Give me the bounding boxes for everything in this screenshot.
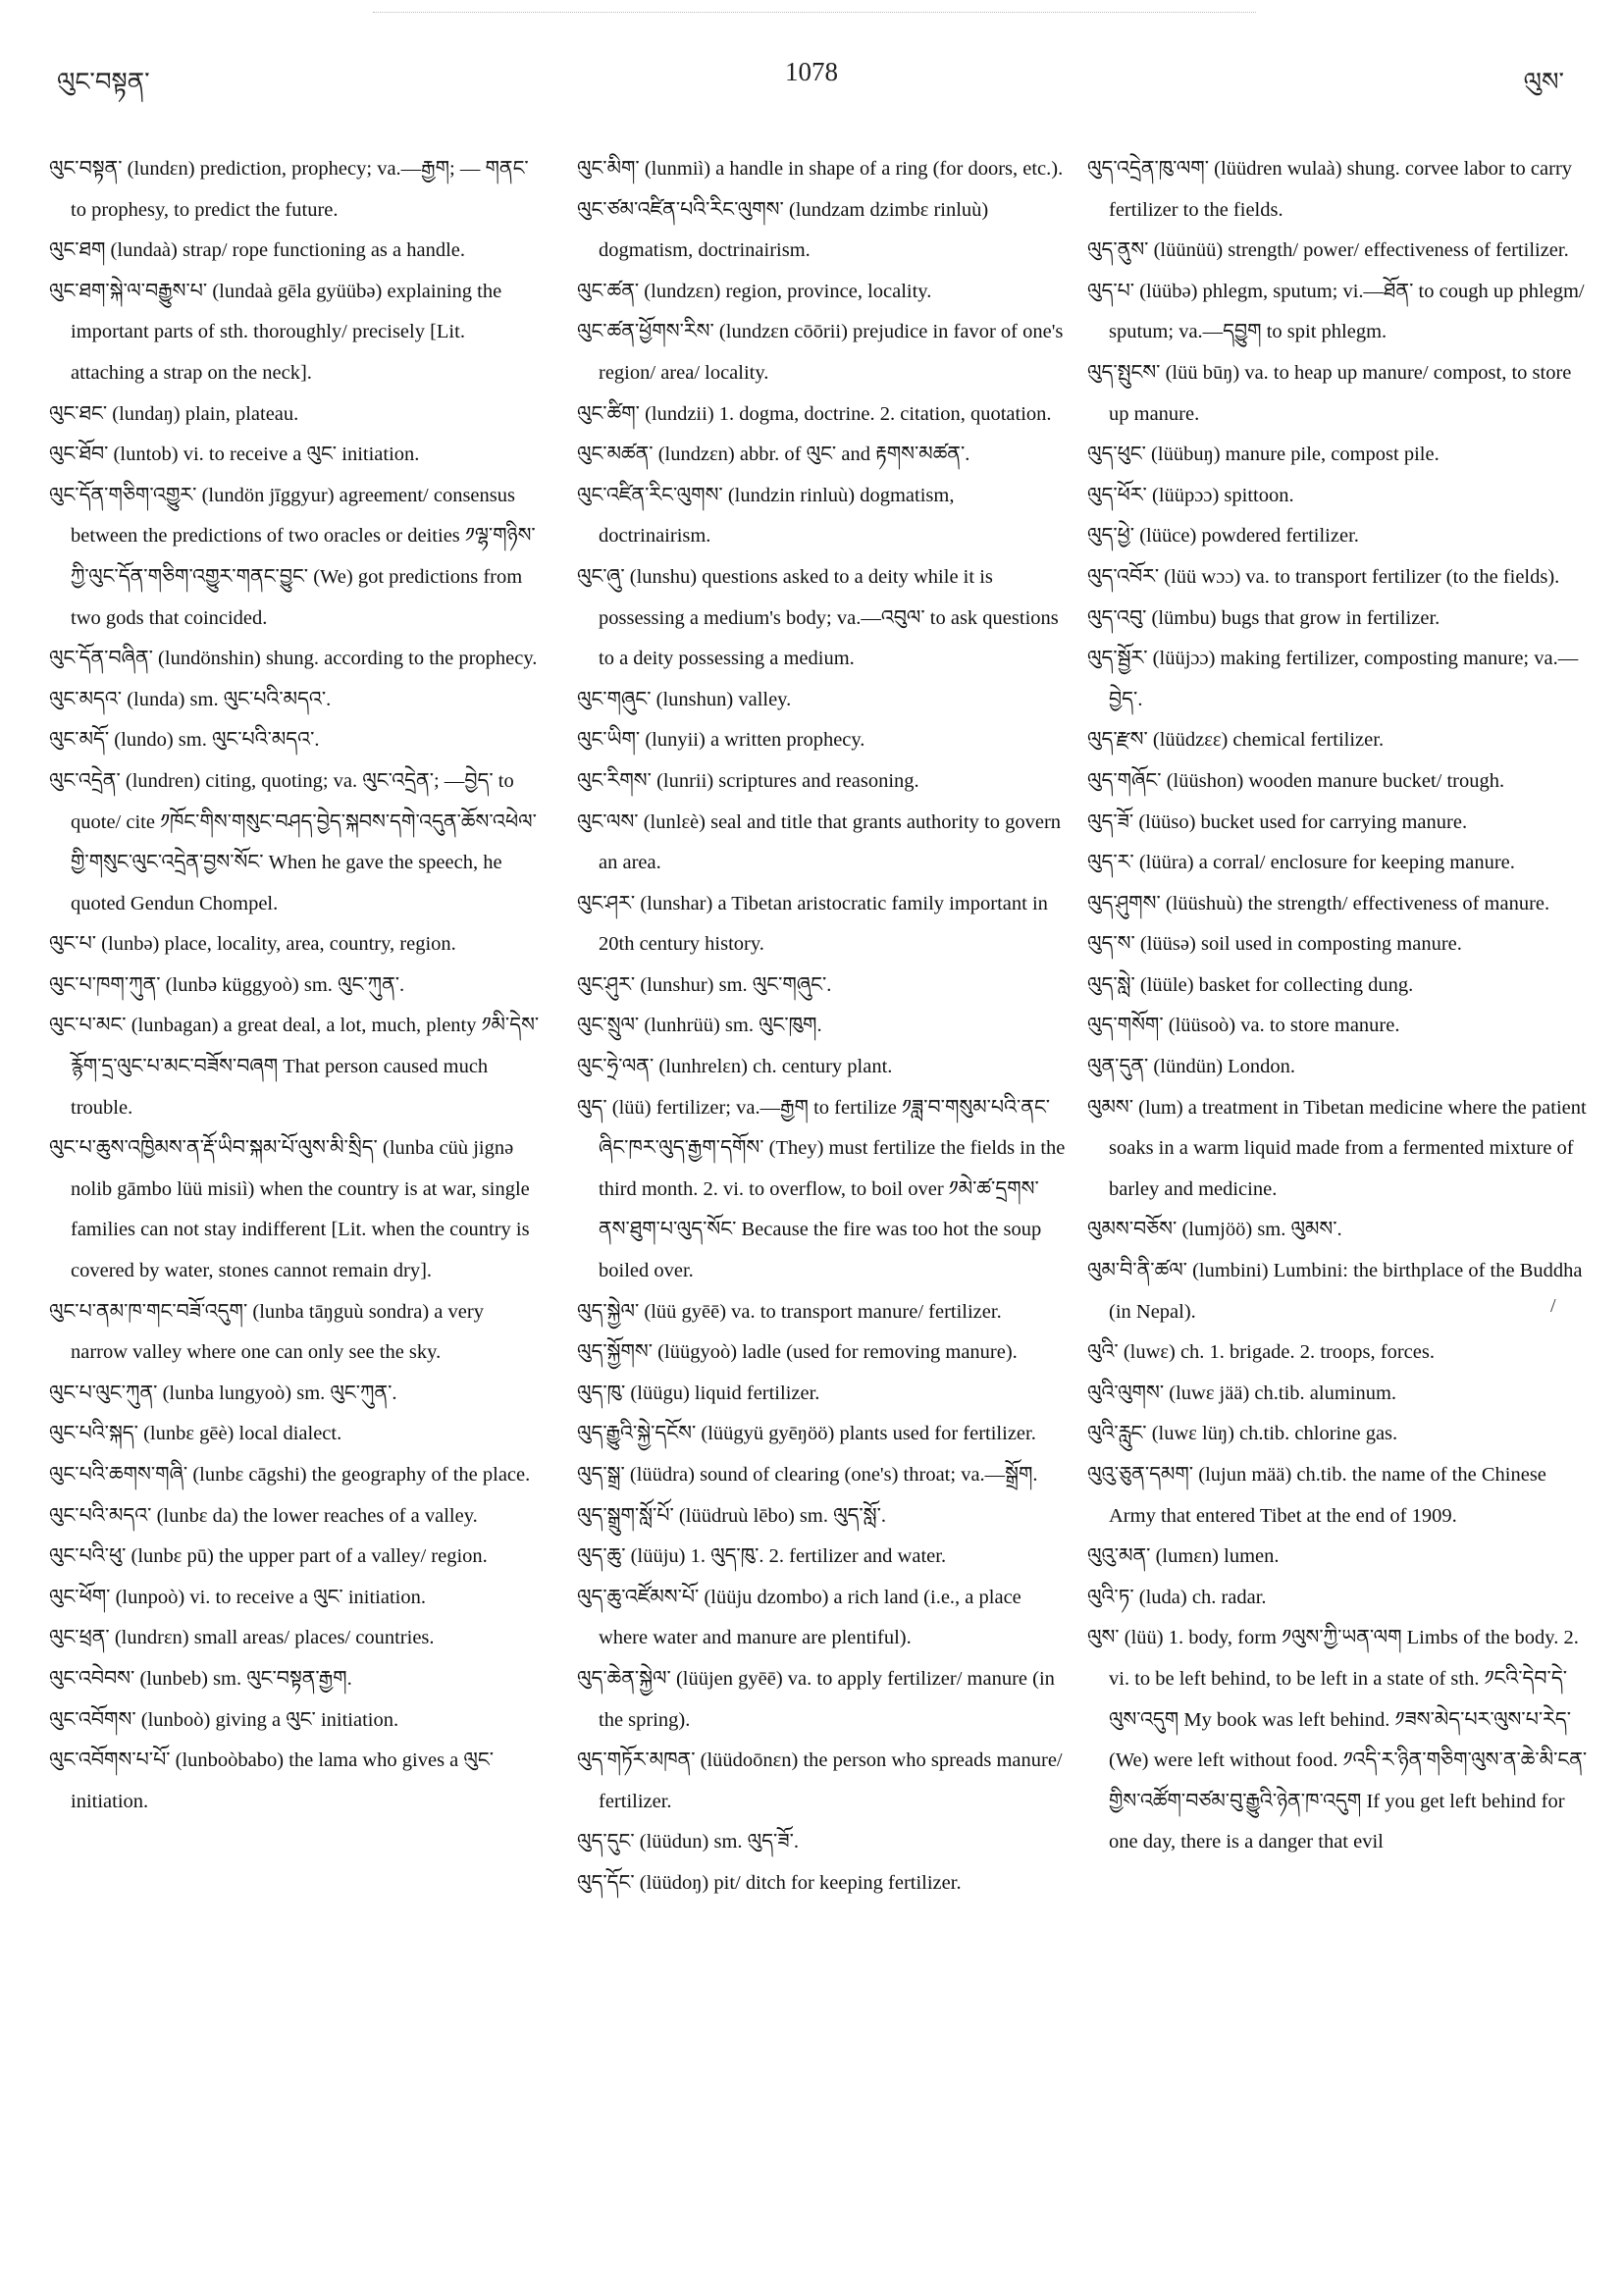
dictionary-entry: ལུད་འབོར་ (lüü wɔɔ) va. to transport fertilizer (to the fields). <box>1087 565 1560 588</box>
dictionary-entry: ལུང་ཡིག་ (lunyii) a written prophecy. <box>577 729 865 752</box>
margin-mark: / <box>1550 1295 1556 1317</box>
dictionary-entry: ལུང་ཤུར་ (lunshur) sm. ལུང་གཞུང་. <box>577 973 832 996</box>
dictionary-entry: ལུམས་བཅོས་ (lumjöö) sm. ལུམས་. <box>1087 1219 1342 1241</box>
dictionary-entry: ལུང་པའི་ཆགས་གཞི་ (lunbɛ cāgshi) the geography of the place. <box>49 1464 531 1486</box>
dictionary-entry: ལུང་བསྟན་ (lundɛn) prediction, prophecy; va.—རྒྱག; — གནང་ to prophesy, to predict the future. <box>49 158 529 221</box>
page-number: 1078 <box>785 57 838 86</box>
dictionary-entry: ལུད་སླེ་ (lüüle) basket for collecting dung. <box>1087 973 1414 996</box>
dictionary-entry: ལུང་རིགས་ (lunrii) scriptures and reasoning. <box>577 769 919 792</box>
dictionary-entry: ལུད་རྒྱུའི་སྐྱེ་དངོས་ (lüügyü gyēŋöö) plants used for fertilizer. <box>577 1423 1036 1445</box>
dictionary-entry: ལུང་ཚིག་ (lundzii) 1. dogma, doctrine. 2. citation, quotation. <box>577 402 1052 425</box>
dictionary-entry: ལུང་ལས་ (lunlɛè) seal and title that grants authority to govern an area. <box>577 810 1062 874</box>
dictionary-entry: ལུའུ་ཅུན་དམག་ (lujun mää) ch.tib. the name of the Chinese Army that entered Tibet at the end of 1909. <box>1087 1464 1546 1527</box>
dictionary-entry: ལུང་ཐང་ (lundaŋ) plain, plateau. <box>49 402 299 425</box>
dictionary-entry: ལུམས་ (lum) a treatment in Tibetan medicine where the patient soaks in a warm liquid made from a fermented mixture of barley and medicine. <box>1087 1096 1587 1200</box>
running-head-left: ལུང་བསྟན་ <box>57 68 150 96</box>
dictionary-entry: ལུང་པ་ནམ་ཁ་གང་བཟོ་འདུག་ (lunba tāŋguù sondra) a very narrow valley where one can only see the sky. <box>49 1300 484 1364</box>
dictionary-entry: ལུད་ཆུ་ (lüüju) 1. ལུད་ཁུ་. 2. fertilizer and water. <box>577 1545 947 1568</box>
dictionary-entry: ལུད་སྐྱོགས་ (lüügyoò) ladle (used for removing manure). <box>577 1341 1018 1364</box>
dictionary-entry: ལུད་ཆེན་སྐྱེལ་ (lüüjen gyēē) va. to apply fertilizer/ manure (in the spring). <box>577 1667 1055 1731</box>
dictionary-entry: ལུང་འབོགས་ (lunboò) giving a ལུང་ initiation. <box>49 1708 399 1731</box>
dictionary-entry: ལུང་ཐག་སྐེ་ལ་བརྒྱུས་པ་ (lundaà gēla gyüübə) explaining the important parts of sth. thoroughly/ precisely [Lit. attaching a strap on the neck]. <box>49 280 502 384</box>
column-1 <box>49 149 540 1822</box>
dictionary-entry: ལུང་འབོགས་པ་པོ་ (lunboòbabo) the lama who gives a ལུང་ initiation. <box>49 1749 495 1812</box>
dictionary-entry: ལུང་ཐོབ་ (luntob) vi. to receive a ལུང་ initiation. <box>49 444 420 466</box>
dictionary-entry: ལུང་དོན་བཞིན་ (lundönshin) shung. according to the prophecy. <box>49 648 538 670</box>
dictionary-entry: ལུད་ཁུ་ (lüügu) liquid fertilizer. <box>577 1382 820 1404</box>
dictionary-entry: ལུད་ནུས་ (lüünüü) strength/ power/ effectiveness of fertilizer. <box>1087 239 1569 262</box>
dictionary-entry: ལུད་ཤུགས་ (lüüshuù) the strength/ effectiveness of manure. <box>1087 892 1550 914</box>
dictionary-entry: ལུད་ས་ (lüüsə) soil used in composting manure. <box>1087 933 1462 956</box>
dictionary-entry: ལུད་སྐྱེལ་ (lüü gyēē) va. to transport manure/ fertilizer. <box>577 1300 1002 1323</box>
dictionary-entry: ལུད་འབུ་ (lümbu) bugs that grow in fertilizer. <box>1087 606 1440 629</box>
dictionary-entry: ལུད་དོང་ (lüüdoŋ) pit/ ditch for keeping fertilizer. <box>577 1871 962 1894</box>
dictionary-entry: ལུང་མཚན་ (lundzɛn) abbr. of ལུང་ and རྟགས་མཚན་. <box>577 444 970 466</box>
dictionary-entry: ལུད་པ་ (lüübə) phlegm, sputum; vi.—ཐོན་ to cough up phlegm/ sputum; va.—དབྱུག to spit phlegm. <box>1087 280 1585 343</box>
dictionary-entry: ལུད་སྦྱོར་ (lüüjɔɔ) making fertilizer, composting manure; va.—བྱེད་. <box>1087 648 1579 710</box>
dictionary-entry: ལུད་རྫས་ (lüüdzɛɛ) chemical fertilizer. <box>1087 729 1385 752</box>
top-scan-line <box>373 12 1256 13</box>
dictionary-entry: ལུད་འདྲེན་ཁུ་ལག་ (lüüdren wulaà) shung. corvee labor to carry fertilizer to the fields. <box>1087 158 1573 221</box>
dictionary-entry: ལུང་འབེབས་ (lunbeb) sm. ལུང་བསྟན་རྒྱག. <box>49 1667 352 1690</box>
dictionary-entry: ལུད་ཆུ་འཛོམས་པོ་ (lüüju dzombo) a rich land (i.e., a place where water and manure are plentiful). <box>577 1586 1021 1649</box>
dictionary-entry: ལུང་ཐག (lundaà) strap/ rope functioning as a handle. <box>49 239 466 262</box>
dictionary-entry: ལུང་གཞུང་ (lunshun) valley. <box>577 688 792 710</box>
dictionary-entry: ལུད་སྒྲུག་སློ་པོ་ (lüüdruù lēbo) sm. ལུད་སློ་. <box>577 1504 886 1527</box>
dictionary-entry: ལུང་པའི་སྐད་ (lunbɛ gēè) local dialect. <box>49 1423 342 1445</box>
dictionary-entry: ལུང་ཧྲེ་ལན་ (lunhrelɛn) ch. century plant. <box>577 1056 893 1078</box>
dictionary-entry: ལུད་སྤུངས་ (lüü būŋ) va. to heap up manure/ compost, to store up manure. <box>1087 361 1572 425</box>
dictionary-entry: ལུད་གཏོར་མཁན་ (lüüdoōnɛn) the person who spreads manure/ fertilizer. <box>577 1749 1063 1812</box>
dictionary-entry: ལུང་པ་ཁག་ཀུན་ (lunbə küggyoò) sm. ལུང་ཀུན་. <box>49 973 405 996</box>
dictionary-entry: ལུའི་རླུང་ (luwɛ lüŋ) ch.tib. chlorine gas. <box>1087 1423 1398 1445</box>
running-head-right: ལུས་ <box>1523 68 1564 96</box>
dictionary-entry: ལུང་ཙམ་འཛིན་པའི་རིང་ལུགས་ (lundzam dzimbɛ rinluù) dogmatism, doctrinairism. <box>577 198 989 262</box>
column-2 <box>577 149 1068 1905</box>
dictionary-entry: ལུད་ཕྱེ་ (lüüce) powdered fertilizer. <box>1087 525 1359 548</box>
dictionary-entry: ལུའི་ (luwɛ) ch. 1. brigade. 2. troops, forces. <box>1087 1341 1435 1364</box>
dictionary-entry: ལུང་ཤར་ (lunshar) a Tibetan aristocratic family important in 20th century history. <box>577 892 1048 956</box>
dictionary-entry: ལུང་འཛིན་རིང་ལུགས་ (lundzin rinluù) dogmatism, doctrinairism. <box>577 484 955 548</box>
dictionary-entry: ལུའུ་མན་ (lumɛn) lumen. <box>1087 1545 1280 1568</box>
dictionary-entry: ལུད་གཞོང་ (lüüshon) wooden manure bucket/ trough. <box>1087 769 1505 792</box>
dictionary-entry: ལུད་ (lüü) fertilizer; va.—རྒྱག to fertilize ༡ཟླ་བ་གསུམ་པའི་ནང་ཞིང་ཁར་ལུད་རྒྱག་དགོས་ (They) must fertilize the fields in the third month. 2. vi. to overflow, to boil over ༡མེ་ཚ་དྲགས་ནས་ཐུག་པ་ལུད་སོང་ Because the fire was too hot the soup boiled over. <box>577 1096 1066 1282</box>
dictionary-entry: ལུང་ཞུ་ (lunshu) questions asked to a deity while it is possessing a medium's body; va.—འབུལ་ to ask questions to a deity possessing a medium. <box>577 565 1059 670</box>
dictionary-entry: ལུང་ཚན་ཕྱོགས་རིས་ (lundzɛn cōōrii) prejudice in favor of one's region/ area/ locality. <box>577 321 1064 384</box>
dictionary-entry: ལུང་ཕྲན་ (lundrɛn) small areas/ places/ countries. <box>49 1627 435 1649</box>
dictionary-entry: ལུང་པ་ལུང་ཀུན་ (lunba lungyoò) sm. ལུང་ཀུན་. <box>49 1382 397 1404</box>
dictionary-entry: ལུམ་བི་ནི་ཚལ་ (lumbini) Lumbini: the birthplace of the Buddha (in Nepal). <box>1087 1260 1583 1323</box>
dictionary-entry: ལུང་མདོ་ (lundo) sm. ལུང་པའི་མདའ་. <box>49 729 320 752</box>
dictionary-entry: ལུང་མདའ་ (lunda) sm. ལུང་པའི་མདའ་. <box>49 688 332 710</box>
dictionary-entry: ལུང་དོན་གཅིག་འགྱུར་ (lundön jīggyur) agreement/ consensus between the predictions of two oracles or deities ༡ལྷ་གཉིས་ཀྱི་ལུང་དོན་གཅིག་འགྱུར་གནང་བྱུང་ (We) got predictions from two gods that coincided. <box>49 484 536 629</box>
dictionary-entry: ལུད་ཕོར་ (lüüpɔɔ) spittoon. <box>1087 484 1294 506</box>
dictionary-entry: ལུད་ར་ (lüüra) a corral/ enclosure for keeping manure. <box>1087 852 1515 874</box>
dictionary-entry: ལུང་པའི་ཕུ་ (lunbɛ pū) the upper part of a valley/ region. <box>49 1545 488 1568</box>
dictionary-entry: ལུན་དུན་ (lündün) London. <box>1087 1056 1296 1078</box>
dictionary-entry: ལུད་ཕུང་ (lüübuŋ) manure pile, compost pile. <box>1087 444 1440 466</box>
dictionary-entry: ལུང་པ་ (lunbə) place, locality, area, country, region. <box>49 933 456 956</box>
dictionary-entry: ལུད་དུང་ (lüüdun) sm. ལུད་ཟོ་. <box>577 1831 800 1853</box>
dictionary-entry: ལུད་ཟོ་ (lüüso) bucket used for carrying manure. <box>1087 810 1468 833</box>
dictionary-entry: ལུང་ཕོག་ (lunpoò) vi. to receive a ལུང་ initiation. <box>49 1586 426 1608</box>
dictionary-entry: ལུང་པའི་མདའ་ (lunbɛ da) the lower reaches of a valley. <box>49 1504 478 1527</box>
dictionary-entry: ལུང་ཚན་ (lundzɛn) region, province, locality. <box>577 280 932 302</box>
dictionary-entry: ལུང་པ་མང་ (lunbagan) a great deal, a lot, much, plenty ༡མི་དེས་རྙོག་དྲ་ལུང་པ་མང་བཟོས་བཞག That person caused much trouble. <box>49 1015 540 1119</box>
dictionary-entry: ལུང་མིག་ (lunmiì) a handle in shape of a ring (for doors, etc.). <box>577 158 1064 180</box>
dictionary-entry: ལུའི་ཏ་ (luda) ch. radar. <box>1087 1586 1267 1608</box>
dictionary-entry: ལུད་སྒྲ་ (lüüdra) sound of clearing (one's) throat; va.—སྒྲོག. <box>577 1464 1038 1486</box>
dictionary-entry: ལུང་འདྲེན་ (lundren) citing, quoting; va. ལུང་འདྲེན་; —བྱེད་ to quote/ cite ༡ཁོང་གིས་གསུང་བཤད་བྱེད་སྐབས་དགེ་འདུན་ཆོས་འཕེལ་གྱི་གསུང་ལུང་འདྲེན་བྱས་སོང་ When he gave the speech, he quoted Gendun Chompel. <box>49 769 537 914</box>
dictionary-entry: ལུད་གསོག་ (lüüsoò) va. to store manure. <box>1087 1015 1400 1037</box>
dictionary-entry: ལུང་སྲུལ་ (lunhrüü) sm. ལུང་ཁུག. <box>577 1015 822 1037</box>
dictionary-entry: ལུའི་ལུགས་ (luwɛ jää) ch.tib. aluminum. <box>1087 1382 1397 1404</box>
column-3 <box>1087 149 1593 1863</box>
dictionary-entry: ལུང་པ་ཆུས་འཁྱིམས་ན་རྡོ་ཡིབ་སྐམ་པོ་ལུས་མི་སྲིད་ (lunba cüù jignə nolib gāmbo lüü misiì) when the country is at war, single families can not stay indifferent [Lit. when the country is covered by water, stones cannot remain dry]. <box>49 1137 530 1282</box>
dictionary-entry: ལུས་ (lüü) 1. body, form ༡ལུས་ཀྱི་ཡན་ལག Limbs of the body. 2. vi. to be left behind, to be left in a state of sth. ༡ངའི་དེབ་དེ་ལུས་འདུག My book was left behind. ༡ཟས་མེད་པར་ལུས་པ་རེད་ (We) were left without food. ༡འདི་ར་ཉིན་གཅིག་ལུས་ན་ཆེ་མི་ངན་གྱིས་འཚོག་བཙམ་བུ་རྒྱུའི་ཉེན་ཁ་འདུག If you get left behind for one day, there is a danger that evil <box>1087 1627 1588 1853</box>
